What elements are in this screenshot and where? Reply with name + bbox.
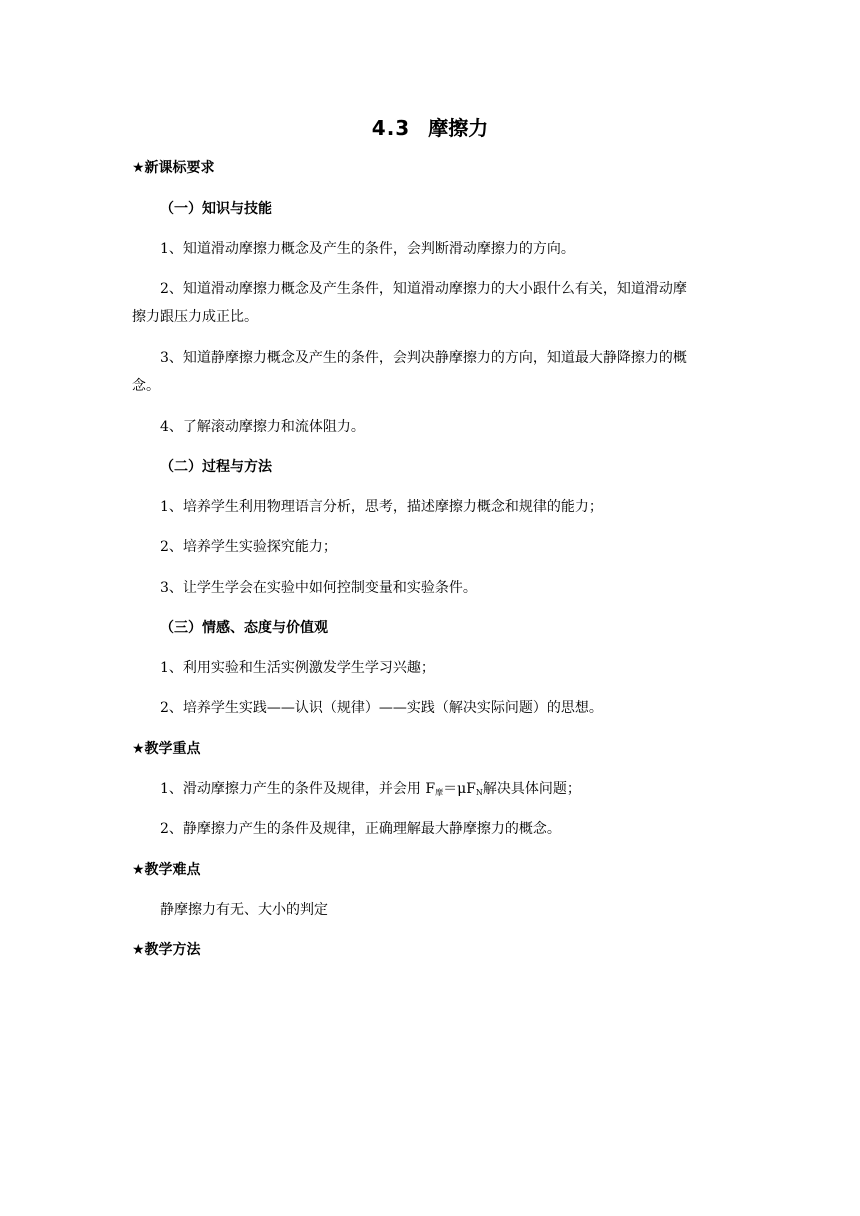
title-number: 4.3 [371, 116, 411, 140]
knowledge-item-2-line-2: 擦力跟压力成正比。 [132, 309, 258, 325]
knowledge-item-3-line-2: 念。 [132, 378, 160, 394]
difficulty-item: 静摩擦力有无、大小的判定 [160, 902, 328, 918]
subsection-heading-process: （二）过程与方法 [160, 459, 272, 475]
formula-middle: ＝μF [443, 781, 476, 797]
section-heading-key-points: ★教学重点 [132, 741, 201, 757]
knowledge-item-3-line-1: 3、知道静摩擦力概念及产生的条件，会判决静摩擦力的方向，知道最大静降擦力的概 [160, 350, 687, 366]
section-heading-difficulty: ★教学难点 [132, 862, 201, 878]
process-item-2: 2、培养学生实验探究能力； [160, 539, 337, 555]
friction-subscript: 摩 [435, 788, 444, 797]
values-item-2: 2、培养学生实践——认识（规律）——实践（解决实际问题）的思想。 [160, 700, 603, 716]
key-point-1-tail: 解决具体问题； [482, 781, 581, 797]
section-heading-standards: ★新课标要求 [132, 160, 215, 176]
knowledge-item-1: 1、知道滑动摩擦力概念及产生的条件，会判断滑动摩擦力的方向。 [160, 241, 575, 257]
knowledge-item-4: 4、了解滚动摩擦力和流体阻力。 [160, 419, 365, 435]
normal-subscript: N [475, 788, 483, 797]
key-point-1 [160, 779, 760, 803]
title-text: 摩擦力 [428, 116, 489, 140]
key-point-1-text: 1、滑动摩擦力产生的条件及规律，并会用 F [160, 781, 436, 797]
process-item-3: 3、让学生学会在实验中如何控制变量和实验条件。 [160, 580, 477, 596]
page-title [0, 114, 860, 142]
subsection-heading-knowledge: （一）知识与技能 [160, 201, 272, 217]
values-item-1: 1、利用实验和生活实例激发学生学习兴趣； [160, 660, 435, 676]
process-item-1: 1、培养学生利用物理语言分析，思考，描述摩擦力概念和规律的能力； [160, 499, 603, 515]
subsection-heading-values: （三）情感、态度与价值观 [160, 620, 328, 636]
knowledge-item-2-line-1: 2、知道滑动摩擦力概念及产生条件，知道滑动摩擦力的大小跟什么有关，知道滑动摩 [160, 281, 687, 297]
section-heading-methods: ★教学方法 [132, 942, 201, 958]
key-point-2: 2、静摩擦力产生的条件及规律，正确理解最大静摩擦力的概念。 [160, 821, 561, 837]
